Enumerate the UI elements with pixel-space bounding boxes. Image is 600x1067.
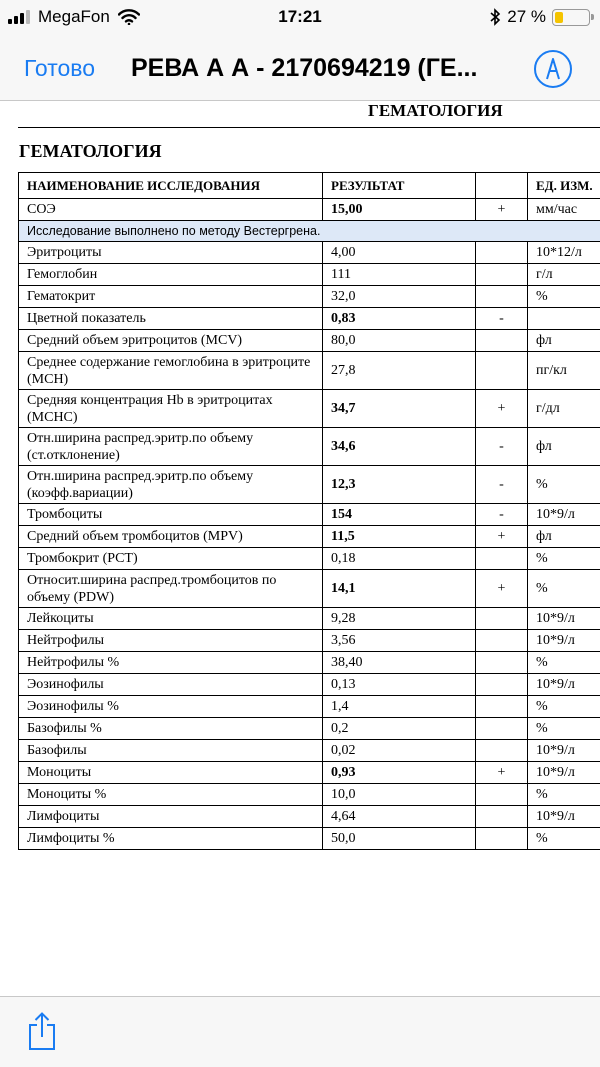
table-row [19, 696, 600, 718]
test-name: Нейтрофилы [19, 630, 323, 652]
bluetooth-icon [489, 8, 501, 26]
test-name: Эозинофилы % [19, 696, 323, 718]
test-name: Базофилы % [19, 718, 323, 740]
result-value: 14,1 [323, 570, 476, 608]
document-title: РЕВА А А - 2170694219 (ГЕ... [131, 54, 521, 83]
reference-flag [476, 696, 528, 718]
unit: % [528, 652, 600, 674]
reference-flag [476, 630, 528, 652]
test-name: Гемоглобин [19, 264, 323, 286]
table-row [19, 608, 600, 630]
result-value: 32,0 [323, 286, 476, 308]
test-name: Моноциты % [19, 784, 323, 806]
unit: г/л [528, 264, 600, 286]
table-row [19, 390, 600, 428]
result-value: 11,5 [323, 526, 476, 548]
table-row [19, 264, 600, 286]
reference-flag [476, 352, 528, 390]
status-bar [0, 0, 600, 38]
unit: % [528, 828, 600, 850]
test-name: Отн.ширина распред.эритр.по объему (ст.отклонение) [19, 428, 323, 466]
test-name: Средний объем эритроцитов (MCV) [19, 330, 323, 352]
table-row [19, 784, 600, 806]
unit: 10*9/л [528, 608, 600, 630]
column-header-result: РЕЗУЛЬТАТ [323, 173, 476, 199]
unit: 10*9/л [528, 504, 600, 526]
reference-flag [476, 740, 528, 762]
result-value: 154 [323, 504, 476, 526]
reference-flag [476, 608, 528, 630]
results-table [18, 172, 600, 850]
carrier-label: MegaFon [38, 7, 110, 27]
test-name: Нейтрофилы % [19, 652, 323, 674]
result-value: 38,40 [323, 652, 476, 674]
test-name: Среднее содержание гемоглобина в эритроците (MCH) [19, 352, 323, 390]
reference-flag [476, 242, 528, 264]
table-row [19, 828, 600, 850]
reference-flag: + [476, 762, 528, 784]
unit: % [528, 696, 600, 718]
reference-flag: + [476, 199, 528, 221]
table-row [19, 199, 600, 221]
table-row [19, 570, 600, 608]
reference-flag [476, 286, 528, 308]
result-value: 1,4 [323, 696, 476, 718]
unit: % [528, 784, 600, 806]
unit: % [528, 466, 600, 504]
table-row [19, 330, 600, 352]
result-value: 12,3 [323, 466, 476, 504]
table-row [19, 466, 600, 504]
column-header-unit: ЕД. ИЗМ. [528, 173, 600, 199]
unit: 10*12/л [528, 242, 600, 264]
table-row [19, 718, 600, 740]
reference-flag [476, 548, 528, 570]
reference-flag [476, 264, 528, 286]
unit: фл [528, 330, 600, 352]
test-name: Средний объем тромбоцитов (MPV) [19, 526, 323, 548]
table-row [19, 762, 600, 784]
test-name: Эритроциты [19, 242, 323, 264]
reference-flag: - [476, 466, 528, 504]
table-row [19, 526, 600, 548]
reference-flag [476, 806, 528, 828]
reference-flag [476, 674, 528, 696]
reference-flag: + [476, 570, 528, 608]
column-header-name: НАИМЕНОВАНИЕ ИССЛЕДОВАНИЯ [19, 173, 323, 199]
unit: 10*9/л [528, 806, 600, 828]
reference-flag: + [476, 526, 528, 548]
table-body [19, 199, 600, 850]
battery-percent: 27 % [507, 7, 546, 27]
column-header-flag [476, 173, 528, 199]
method-note-row [19, 221, 600, 242]
table-row [19, 652, 600, 674]
unit: % [528, 718, 600, 740]
unit: % [528, 570, 600, 608]
table-row [19, 674, 600, 696]
result-value: 0,02 [323, 740, 476, 762]
reference-flag: - [476, 428, 528, 466]
test-name: Гематокрит [19, 286, 323, 308]
table-header-row [19, 173, 600, 199]
result-value: 0,93 [323, 762, 476, 784]
table-row [19, 630, 600, 652]
test-name: Тромбоциты [19, 504, 323, 526]
document-page[interactable] [0, 101, 600, 996]
unit [528, 308, 600, 330]
test-name: Базофилы [19, 740, 323, 762]
result-value: 80,0 [323, 330, 476, 352]
bottom-toolbar [0, 996, 600, 1067]
table-row [19, 308, 600, 330]
table-row [19, 428, 600, 466]
reference-flag: + [476, 390, 528, 428]
reference-flag [476, 718, 528, 740]
result-value: 50,0 [323, 828, 476, 850]
unit: г/дл [528, 390, 600, 428]
table-row [19, 806, 600, 828]
share-icon[interactable] [26, 1011, 58, 1051]
unit: фл [528, 526, 600, 548]
unit: мм/час [528, 199, 600, 221]
page-header-title: ГЕМАТОЛОГИЯ [368, 101, 503, 121]
result-value: 4,64 [323, 806, 476, 828]
table-row [19, 352, 600, 390]
unit: 10*9/л [528, 674, 600, 696]
table-row [19, 740, 600, 762]
table-row [19, 242, 600, 264]
reference-flag [476, 828, 528, 850]
reference-flag [476, 330, 528, 352]
unit: 10*9/л [528, 740, 600, 762]
reference-flag: - [476, 504, 528, 526]
test-name: Эозинофилы [19, 674, 323, 696]
reference-flag [476, 652, 528, 674]
navigation-bar [0, 38, 600, 101]
unit: % [528, 548, 600, 570]
test-name: Отн.ширина распред.эритр.по объему (коэфф.вариации) [19, 466, 323, 504]
unit: фл [528, 428, 600, 466]
status-time: 17:21 [0, 7, 600, 27]
result-value: 0,2 [323, 718, 476, 740]
test-name: Цветной показатель [19, 308, 323, 330]
method-note: Исследование выполнено по методу Вестергрена. [19, 221, 600, 242]
test-name: Моноциты [19, 762, 323, 784]
result-value: 34,7 [323, 390, 476, 428]
result-value: 10,0 [323, 784, 476, 806]
reference-flag [476, 784, 528, 806]
battery-fill [555, 12, 563, 23]
result-value: 15,00 [323, 199, 476, 221]
unit: % [528, 286, 600, 308]
result-value: 4,00 [323, 242, 476, 264]
result-value: 0,13 [323, 674, 476, 696]
result-value: 0,83 [323, 308, 476, 330]
table-row [19, 548, 600, 570]
section-title: ГЕМАТОЛОГИЯ [19, 141, 162, 162]
result-value: 27,8 [323, 352, 476, 390]
battery-icon [552, 9, 590, 26]
test-name: Лимфоциты [19, 806, 323, 828]
table-row [19, 286, 600, 308]
result-value: 111 [323, 264, 476, 286]
result-value: 9,28 [323, 608, 476, 630]
unit: пг/кл [528, 352, 600, 390]
test-name: Тромбокрит (PCT) [19, 548, 323, 570]
markup-pen-icon[interactable] [533, 49, 573, 89]
test-name: Средняя концентрация Hb в эритроцитах (MCHC) [19, 390, 323, 428]
unit: 10*9/л [528, 762, 600, 784]
reference-flag: - [476, 308, 528, 330]
test-name: Лейкоциты [19, 608, 323, 630]
done-button[interactable]: Готово [24, 55, 95, 82]
table-row [19, 504, 600, 526]
test-name: Относит.ширина распред.тромбоцитов по объему (PDW) [19, 570, 323, 608]
test-name: Лимфоциты % [19, 828, 323, 850]
result-value: 3,56 [323, 630, 476, 652]
test-name: СОЭ [19, 199, 323, 221]
status-right [489, 7, 590, 27]
result-value: 34,6 [323, 428, 476, 466]
result-value: 0,18 [323, 548, 476, 570]
unit: 10*9/л [528, 630, 600, 652]
header-divider [18, 127, 600, 128]
